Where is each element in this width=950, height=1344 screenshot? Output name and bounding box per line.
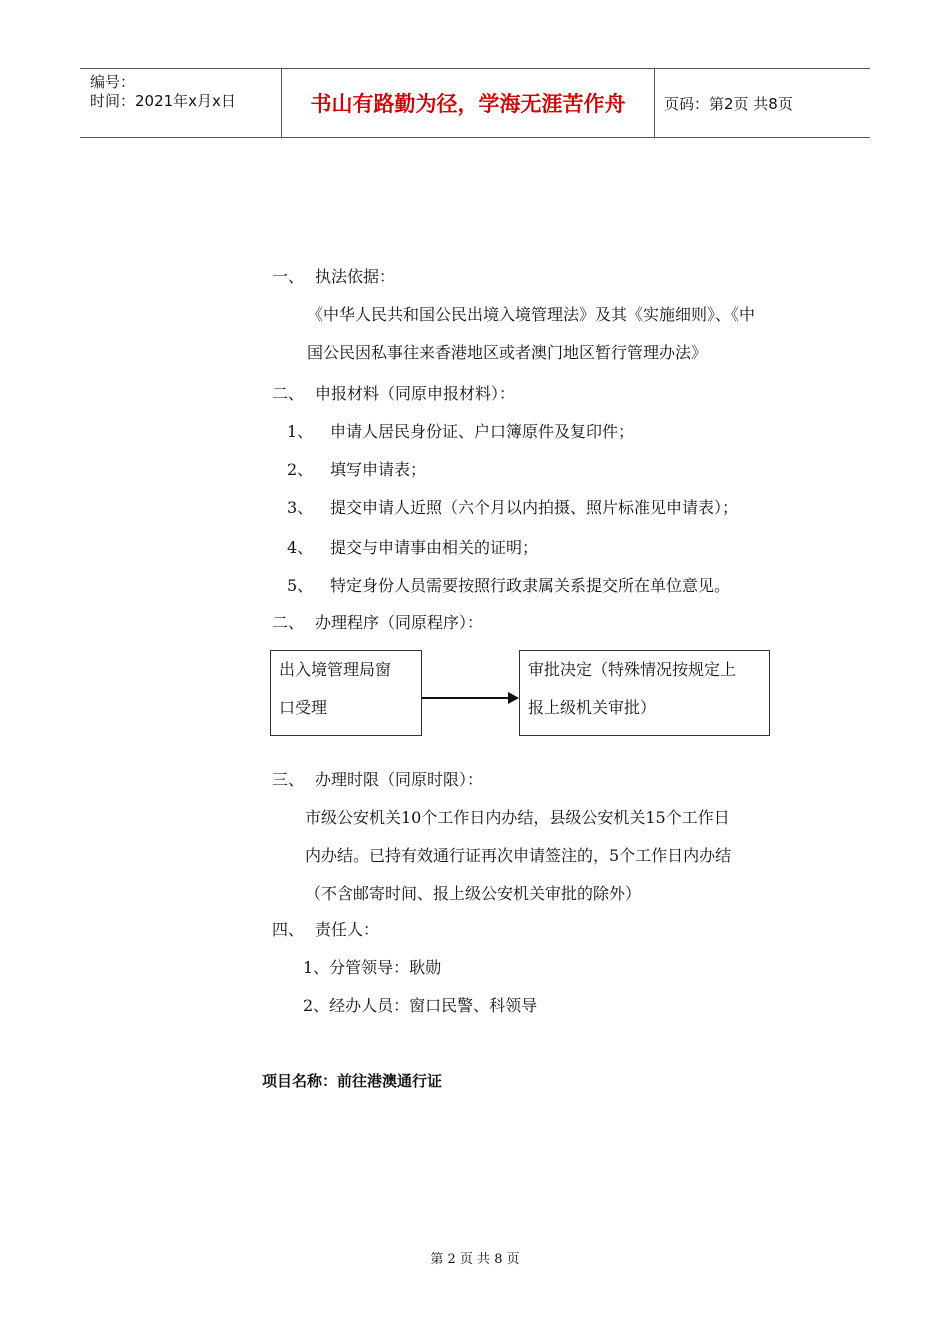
section4-number: 三、 (272, 770, 305, 789)
section1-heading: 执法依据： (315, 267, 396, 286)
section5-heading: 责任人： (315, 920, 380, 939)
list-item-text: 特定身份人员需要按照行政隶属关系提交所在单位意见。 (330, 576, 731, 595)
project-name: 项目名称：前往港澳通行证 (262, 1072, 443, 1090)
section3-heading: 办理程序（同原程序）： (315, 613, 484, 632)
section3-number: 二、 (272, 613, 305, 632)
section4-line1: 市级公安机关10个工作日内办结，县级公安机关15个工作日 (305, 808, 730, 827)
section2-number: 二、 (272, 384, 305, 403)
list-item-text: 申请人居民身份证、户口簿原件及复印件； (330, 422, 635, 441)
header-page-info: 页码：第2页 共8页 (664, 95, 793, 113)
list-item-text: 填写申请表； (330, 460, 427, 479)
list-item-number: 2、 (287, 460, 314, 479)
list-item-number: 1、 (287, 422, 314, 441)
time-label: 时间：2021年x月x日 (90, 92, 236, 110)
header-meta-cell (80, 69, 282, 137)
section5-number: 四、 (272, 920, 305, 939)
process-arrow-line (422, 697, 510, 699)
header-motto: 书山有路勤为径，学海无涯苦作舟 (282, 69, 655, 137)
list-item-text: 提交与申请事由相关的证明； (330, 538, 539, 557)
responsible-staff: 2、经办人员：窗口民警、科领导 (303, 996, 538, 1015)
section1-para-line1: 《中华人民共和国公民出境入境管理法》及其《实施细则》、《中 (307, 305, 756, 324)
list-item-text: 提交申请人近照（六个月以内拍摄、照片标准见申请表）； (330, 498, 739, 517)
list-item-number: 5、 (287, 576, 314, 595)
section4-heading: 办理时限（同原时限）： (315, 770, 484, 789)
list-item-number: 4、 (287, 538, 314, 557)
section2-heading: 申报材料（同原申报材料）： (315, 384, 516, 403)
page-footer: 第 2 页 共 8 页 (430, 1252, 520, 1267)
process-box-approval-line1: 审批决定（特殊情况按规定上 (528, 660, 737, 679)
responsible-leader: 1、分管领导：耿勋 (303, 958, 442, 977)
process-box-window-line1: 出入境管理局窗 (279, 660, 392, 679)
section4-line3: （不含邮寄时间、报上级公安机关审批的除外） (305, 884, 642, 903)
section4-line2: 内办结。已持有效通行证再次申请签注的，5个工作日内办结 (305, 846, 732, 865)
process-box-window (270, 650, 422, 736)
section1-number: 一、 (272, 267, 305, 286)
page-header (80, 68, 870, 138)
list-item-number: 3、 (287, 498, 314, 517)
number-label: 编号： (90, 73, 136, 91)
process-box-approval-line2: 报上级机关审批） (528, 698, 657, 717)
process-arrow-head (508, 692, 519, 704)
section1-para-line2: 国公民因私事往来香港地区或者澳门地区暂行管理办法》 (307, 343, 708, 362)
process-box-window-line2: 口受理 (279, 698, 328, 717)
process-box-approval (519, 650, 770, 736)
